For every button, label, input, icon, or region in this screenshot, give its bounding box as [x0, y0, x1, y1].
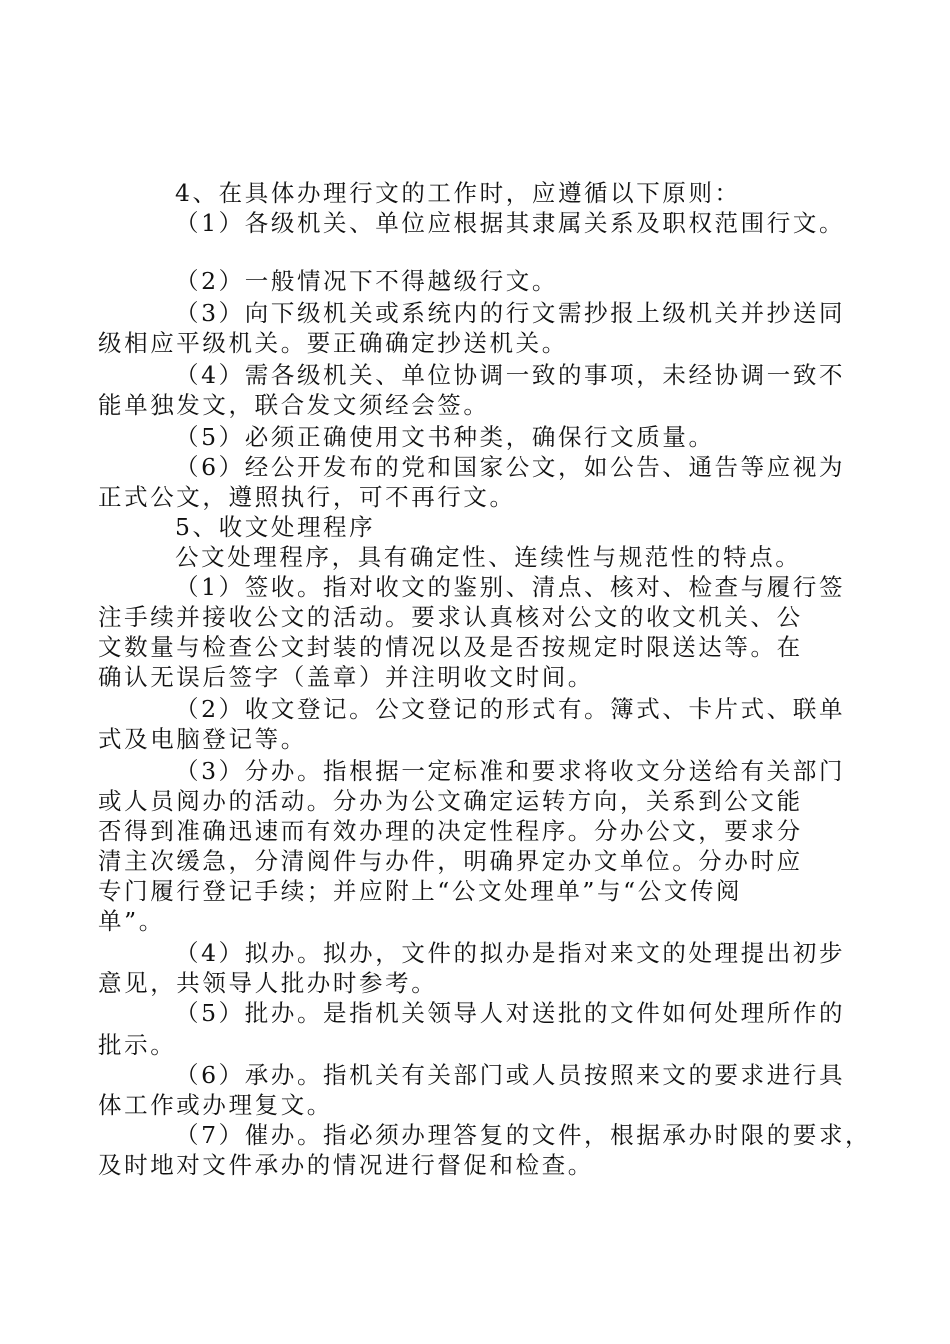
- paragraph-line: （2）收文登记。公文登记的形式有。簿式、卡片式、联单: [175, 695, 846, 723]
- paragraph-line: （3）向下级机关或系统内的行文需抄报上级机关并抄送同: [175, 299, 846, 327]
- paragraph-line: 否得到准确迅速而有效办理的决定性程序。分办公文，要求分: [98, 817, 803, 845]
- paragraph-line: （5）必须正确使用文书种类，确保行文质量。: [175, 423, 715, 451]
- paragraph-line: （6）承办。指机关有关部门或人员按照来文的要求进行具: [175, 1061, 846, 1089]
- paragraph-line: 文数量与检查公文封装的情况以及是否按规定时限送达等。在: [98, 633, 803, 661]
- paragraph-line: （1）各级机关、单位应根据其隶属关系及职权范围行文。: [175, 209, 846, 237]
- paragraph-line: 注手续并接收公文的活动。要求认真核对公文的收文机关、公: [98, 603, 803, 631]
- heading-4-principles: 4、在具体办理行文的工作时，应遵循以下原则：: [175, 179, 741, 207]
- paragraph-line: 体工作或办理复文。: [98, 1091, 333, 1119]
- heading-5-procedure: 5、收文处理程序: [175, 513, 376, 541]
- paragraph-line: （1）签收。指对收文的鉴别、清点、核对、检查与履行签: [175, 573, 846, 601]
- paragraph-line: 或人员阅办的活动。分办为公文确定运转方向，关系到公文能: [98, 787, 803, 815]
- paragraph-line: 清主次缓急，分清阅件与办件，明确界定办文单位。分办时应: [98, 847, 803, 875]
- paragraph-line: （4）需各级机关、单位协调一致的事项，未经协调一致不: [175, 361, 846, 389]
- paragraph-line: 能单独发文，联合发文须经会签。: [98, 391, 490, 419]
- paragraph-line: （2）一般情况下不得越级行文。: [175, 267, 558, 295]
- paragraph-line: 公文处理程序，具有确定性、连续性与规范性的特点。: [175, 543, 802, 571]
- paragraph-line: （5）批办。是指机关领导人对送批的文件如何处理所作的: [175, 999, 846, 1027]
- paragraph-line: （6）经公开发布的党和国家公文，如公告、通告等应视为: [175, 453, 846, 481]
- paragraph-line: 及时地对文件承办的情况进行督促和检查。: [98, 1151, 594, 1179]
- paragraph-line: 正式公文，遵照执行，可不再行文。: [98, 483, 516, 511]
- paragraph-line: （7）催办。指必须办理答复的文件，根据承办时限的要求，: [175, 1121, 872, 1149]
- paragraph-line: （4）拟办。拟办，文件的拟办是指对来文的处理提出初步: [175, 939, 846, 967]
- paragraph-line: 级相应平级机关。要正确确定抄送机关。: [98, 329, 568, 357]
- paragraph-line: 专门履行登记手续；并应附上“公文处理单”与“公文传阅: [98, 877, 743, 905]
- paragraph-line: 确认无误后签字（盖章）并注明收文时间。: [98, 663, 594, 691]
- paragraph-line: 批示。: [98, 1031, 177, 1059]
- paragraph-line: 单”。: [98, 907, 165, 935]
- paragraph-line: （3）分办。指根据一定标准和要求将收文分送给有关部门: [175, 757, 846, 785]
- paragraph-line: 意见，共领导人批办时参考。: [98, 969, 438, 997]
- paragraph-line: 式及电脑登记等。: [98, 725, 307, 753]
